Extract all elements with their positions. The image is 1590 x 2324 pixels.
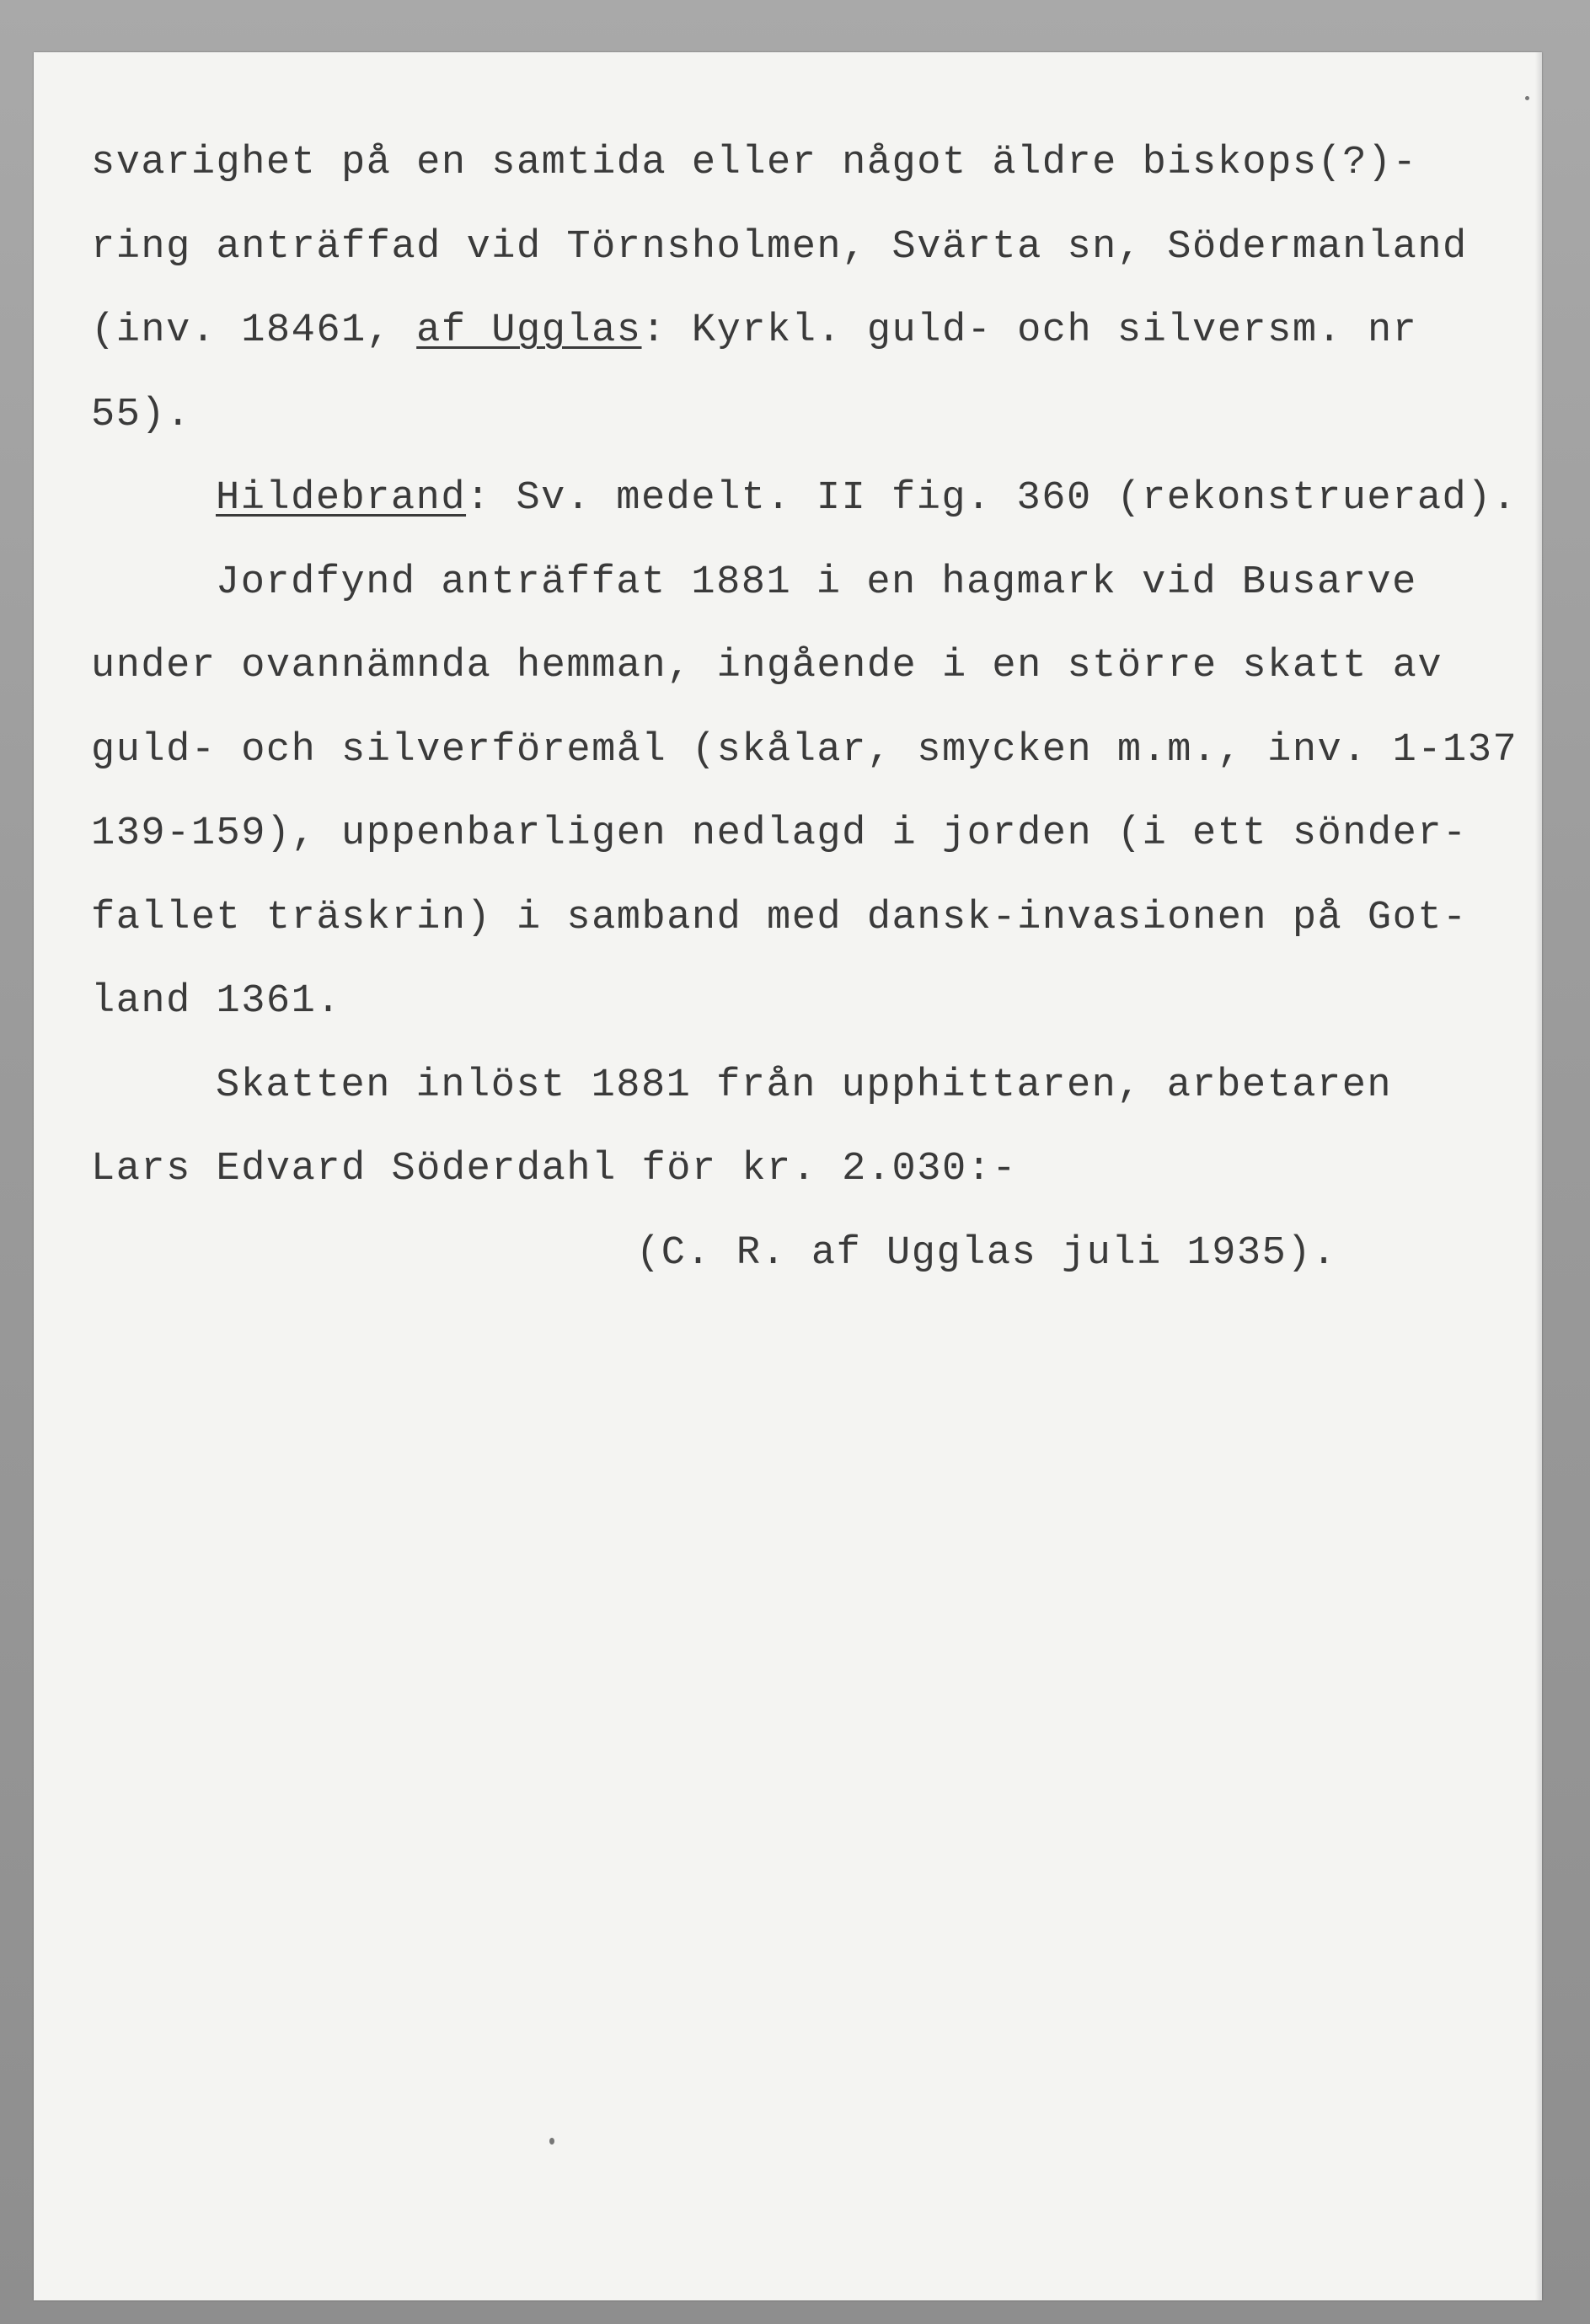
text-line-3: (inv. 18461, af Ugglas: Kyrkl. guld- och silversm. nr bbox=[91, 308, 1418, 353]
text-line-5: Hildebrand: Sv. medelt. II fig. 360 (rekonstruerad). bbox=[216, 476, 1518, 521]
underlined-author-hildebrand: Hildebrand bbox=[216, 476, 467, 521]
signature-line: (C. R. af Ugglas juli 1935). bbox=[636, 1230, 1337, 1276]
text-line-6: Jordfynd anträffat 1881 i en hagmark vid Busarve bbox=[216, 560, 1417, 605]
text-line-12: Skatten inlöst 1881 från upphittaren, arbetaren bbox=[216, 1063, 1393, 1108]
paper-speck bbox=[549, 2138, 554, 2145]
text-line-4: 55). bbox=[91, 392, 191, 437]
document-card bbox=[34, 52, 1542, 2300]
text-line-1: svarighet på en samtida eller något äldre biskops(?)- bbox=[91, 141, 1418, 185]
text-line-7: under ovannämnda hemman, ingående i en större skatt av bbox=[91, 644, 1443, 688]
paper-speck bbox=[1525, 96, 1529, 100]
text-line-2: ring anträffad vid Törnsholmen, Svärta sn, Södermanland bbox=[91, 224, 1468, 270]
typed-text-body bbox=[91, 121, 1540, 1295]
text-line-11: land 1361. bbox=[91, 979, 342, 1024]
text-line-13: Lars Edvard Söderdahl för kr. 2.030:- bbox=[91, 1147, 1018, 1191]
text-line-10: fallet träskrin) i samband med dansk-invasionen på Got- bbox=[91, 895, 1468, 940]
text-line-9: 139-159), uppenbarligen nedlagd i jorden (i ett sönder- bbox=[91, 811, 1468, 856]
underlined-author-ugglas: af Ugglas bbox=[416, 308, 642, 353]
text-line-8: guld- och silverföremål (skålar, smycken m.m., inv. 1-137 bbox=[91, 727, 1518, 773]
